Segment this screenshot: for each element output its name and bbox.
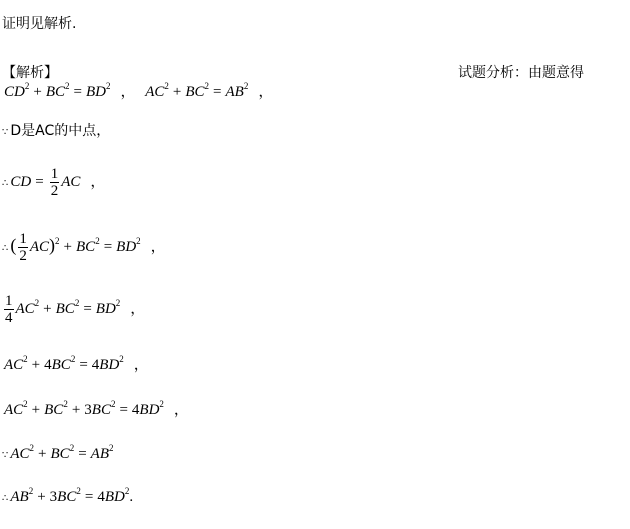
- fraction-half: $\frac{1}{2}$: [50, 166, 59, 199]
- equation-line-8: ∵ $AC^2 + BC^2 = AB^2$: [2, 443, 114, 462]
- because-symbol: ∵: [2, 450, 9, 461]
- because-symbol: ∵: [2, 127, 9, 138]
- equation-line-4: ∴ ( $\frac{1}{2}$ $AC)^2 + BC^2 = BD^2$ ，: [2, 231, 166, 264]
- answer-summary: 证明见解析.: [2, 16, 77, 32]
- equation-line-9: ∴ $AB^2 + 3BC^2 = 4BD^2$.: [2, 486, 134, 505]
- equation-line-5: $\frac{1}{4}$ $AC^2 + BC^2 = BD^2$ ，: [5, 293, 146, 326]
- fraction-quarter: $\frac{1}{4}$: [5, 293, 13, 326]
- equation-line-7: $AC^2 + BC^2 + 3BC^2 = 4BD^2$ ，: [4, 399, 189, 418]
- therefore-symbol: ∴: [2, 177, 9, 189]
- therefore-symbol: ∴: [2, 242, 9, 254]
- equation-line-1: $CD^2 + BC^2 = BD^2$ ， $AC^2 + BC^2 = AB^2$ ，: [4, 81, 274, 100]
- fraction-half: $\frac{1}{2}$: [19, 231, 27, 264]
- therefore-symbol: ∴: [2, 493, 9, 504]
- condition-line: [2, 120, 110, 140]
- equation-line-6: $AC^2 + 4BC^2 = 4BD^2$ ，: [4, 354, 149, 373]
- equation-line-3: ∴ CD = $\frac{1}{2}$ AC ，: [2, 166, 106, 199]
- analysis-title: 试题分析：由题意得: [458, 65, 584, 81]
- analysis-tag: 【解析】: [2, 65, 58, 81]
- condition-text: D是AC的中点，: [10, 123, 111, 139]
